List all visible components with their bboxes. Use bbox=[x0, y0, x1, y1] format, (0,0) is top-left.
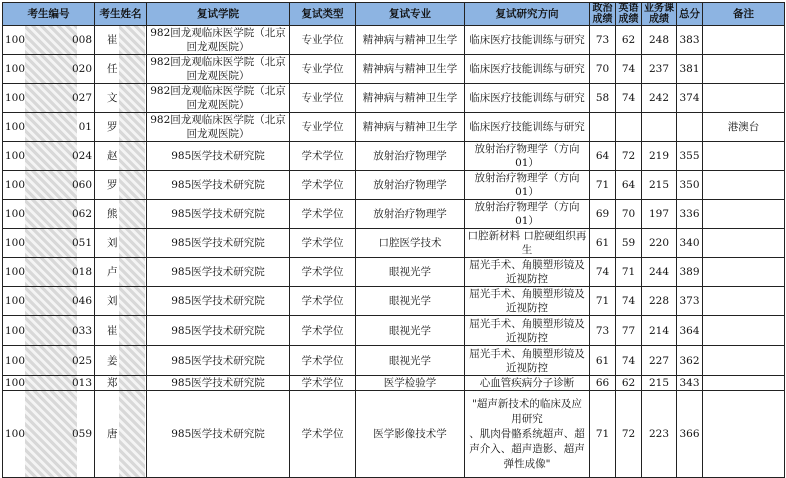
id-suffix: 033 bbox=[71, 324, 92, 337]
name-surname: 郑 bbox=[107, 377, 118, 389]
cell-course: 215 bbox=[642, 171, 677, 200]
id-prefix: 100 bbox=[5, 428, 26, 440]
cell-major: 眼视光学 bbox=[356, 346, 465, 376]
cell-english: 62 bbox=[616, 376, 642, 391]
cell-college: 985医学技术研究院 bbox=[147, 346, 290, 376]
cell-type: 学术学位 bbox=[290, 391, 356, 478]
cell-direction: 心血管疾病分子诊断 bbox=[465, 376, 590, 391]
cell-college: 982回龙观临床医学院（北京回龙观医院） bbox=[147, 84, 290, 113]
cell-english: 62 bbox=[616, 26, 642, 55]
id-suffix: 01 bbox=[78, 121, 92, 133]
id-suffix: 059 bbox=[71, 428, 92, 440]
redaction-mask bbox=[25, 391, 77, 477]
id-suffix: 013 bbox=[71, 377, 92, 389]
cell-direction: 口腔新材料 口腔硬组织再生 bbox=[465, 229, 590, 258]
id-suffix: 062 bbox=[71, 208, 92, 220]
cell-major: 放射治疗物理学 bbox=[356, 171, 465, 200]
cell-college: 985医学技术研究院 bbox=[147, 391, 290, 478]
cell-type: 专业学位 bbox=[290, 113, 356, 142]
name-surname: 熊 bbox=[107, 208, 118, 220]
cell-course: 227 bbox=[642, 346, 677, 376]
table-row bbox=[3, 200, 785, 229]
cell-total: 355 bbox=[677, 142, 703, 171]
cell-id bbox=[3, 346, 95, 376]
cell-type: 学术学位 bbox=[290, 200, 356, 229]
cell-course: 248 bbox=[642, 26, 677, 55]
cell-direction: 屈光手术、角膜塑形镜及近视防控 bbox=[465, 258, 590, 287]
cell-note bbox=[703, 55, 785, 84]
cell-major: 眼视光学 bbox=[356, 316, 465, 346]
cell-note bbox=[703, 171, 785, 200]
cell-college: 985医学技术研究院 bbox=[147, 142, 290, 171]
cell-major: 医学影像技术学 bbox=[356, 391, 465, 478]
cell-note: 港澳台 bbox=[703, 113, 785, 142]
redaction-mask bbox=[119, 84, 145, 112]
name-surname: 姜 bbox=[107, 354, 118, 367]
id-suffix: 027 bbox=[71, 92, 92, 104]
id-prefix: 100 bbox=[5, 208, 26, 220]
table-row bbox=[3, 26, 785, 55]
cell-id bbox=[3, 229, 95, 258]
cell-college: 985医学技术研究院 bbox=[147, 200, 290, 229]
cell-college: 985医学技术研究院 bbox=[147, 316, 290, 346]
cell-name bbox=[95, 258, 147, 287]
redaction-mask bbox=[119, 26, 145, 54]
cell-major: 口腔医学技术 bbox=[356, 229, 465, 258]
redaction-mask bbox=[119, 316, 145, 345]
cell-major: 放射治疗物理学 bbox=[356, 200, 465, 229]
cell-politics: 69 bbox=[590, 200, 616, 229]
id-suffix: 060 bbox=[71, 179, 92, 191]
cell-course: 215 bbox=[642, 376, 677, 391]
cell-politics: 58 bbox=[590, 84, 616, 113]
cell-name bbox=[95, 229, 147, 258]
cell-course: 219 bbox=[642, 142, 677, 171]
cell-note bbox=[703, 142, 785, 171]
redaction-mask bbox=[25, 84, 77, 112]
redaction-mask bbox=[119, 171, 145, 199]
cell-course bbox=[642, 113, 677, 142]
cell-course: 220 bbox=[642, 229, 677, 258]
table-row bbox=[3, 171, 785, 200]
id-prefix: 100 bbox=[5, 92, 26, 104]
cell-english: 72 bbox=[616, 391, 642, 478]
redaction-mask bbox=[25, 287, 77, 315]
table-row bbox=[3, 376, 785, 391]
name-surname: 唐 bbox=[107, 428, 118, 440]
cell-course: 223 bbox=[642, 391, 677, 478]
redaction-mask bbox=[25, 26, 77, 54]
cell-total: 340 bbox=[677, 229, 703, 258]
cell-politics: 71 bbox=[590, 171, 616, 200]
cell-id bbox=[3, 376, 95, 391]
cell-total: 343 bbox=[677, 376, 703, 391]
cell-direction: 屈光手术、角膜塑形镜及近视防控 bbox=[465, 346, 590, 376]
cell-note bbox=[703, 200, 785, 229]
id-suffix: 020 bbox=[71, 63, 92, 75]
cell-note bbox=[703, 26, 785, 55]
cell-id bbox=[3, 391, 95, 478]
redaction-mask bbox=[119, 229, 145, 257]
redaction-mask bbox=[25, 229, 77, 257]
cell-name bbox=[95, 55, 147, 84]
cell-politics: 74 bbox=[590, 258, 616, 287]
redaction-mask bbox=[25, 376, 77, 390]
cell-politics: 61 bbox=[590, 229, 616, 258]
table-body bbox=[3, 26, 785, 478]
cell-direction: 屈光手术、角膜塑形镜及近视防控 bbox=[465, 287, 590, 316]
header-major: 复试专业 bbox=[356, 3, 465, 26]
cell-id bbox=[3, 26, 95, 55]
cell-english: 59 bbox=[616, 229, 642, 258]
cell-type: 学术学位 bbox=[290, 376, 356, 391]
id-prefix: 100 bbox=[5, 150, 26, 162]
cell-note bbox=[703, 346, 785, 376]
table-row bbox=[3, 142, 785, 171]
header-direction: 复试研究方向 bbox=[465, 3, 590, 26]
cell-english: 70 bbox=[616, 200, 642, 229]
cell-major: 医学检验学 bbox=[356, 376, 465, 391]
cell-name bbox=[95, 316, 147, 346]
id-prefix: 100 bbox=[5, 34, 26, 46]
cell-course: 197 bbox=[642, 200, 677, 229]
cell-english bbox=[616, 113, 642, 142]
id-prefix: 100 bbox=[5, 324, 26, 337]
redaction-mask bbox=[119, 346, 145, 375]
admission-table bbox=[2, 2, 785, 478]
redaction-mask bbox=[25, 171, 77, 199]
cell-note bbox=[703, 316, 785, 346]
cell-english: 64 bbox=[616, 171, 642, 200]
cell-total: 383 bbox=[677, 26, 703, 55]
id-prefix: 100 bbox=[5, 377, 26, 389]
cell-name bbox=[95, 200, 147, 229]
cell-direction: 临床医疗技能训练与研究 bbox=[465, 26, 590, 55]
cell-college: 982回龙观临床医学院（北京回龙观医院） bbox=[147, 26, 290, 55]
cell-direction: 临床医疗技能训练与研究 bbox=[465, 113, 590, 142]
cell-college: 985医学技术研究院 bbox=[147, 376, 290, 391]
cell-name bbox=[95, 346, 147, 376]
header-course: 业务课成绩 bbox=[642, 3, 677, 26]
cell-major: 精神病与精神卫生学 bbox=[356, 26, 465, 55]
cell-college: 982回龙观临床医学院（北京回龙观医院） bbox=[147, 55, 290, 84]
cell-type: 专业学位 bbox=[290, 84, 356, 113]
cell-college: 985医学技术研究院 bbox=[147, 287, 290, 316]
cell-politics: 71 bbox=[590, 391, 616, 478]
cell-total: 373 bbox=[677, 287, 703, 316]
cell-course: 228 bbox=[642, 287, 677, 316]
id-suffix: 051 bbox=[71, 237, 92, 249]
cell-name bbox=[95, 391, 147, 478]
name-surname: 任 bbox=[107, 63, 118, 75]
cell-direction: 放射治疗物理学（方向01） bbox=[465, 200, 590, 229]
cell-direction: 屈光手术、角膜塑形镜及近视防控 bbox=[465, 316, 590, 346]
cell-note bbox=[703, 376, 785, 391]
cell-total bbox=[677, 113, 703, 142]
cell-politics: 73 bbox=[590, 26, 616, 55]
name-surname: 刘 bbox=[107, 237, 118, 249]
cell-english: 71 bbox=[616, 258, 642, 287]
cell-politics bbox=[590, 113, 616, 142]
cell-id bbox=[3, 142, 95, 171]
cell-course: 214 bbox=[642, 316, 677, 346]
cell-type: 专业学位 bbox=[290, 55, 356, 84]
table-row bbox=[3, 287, 785, 316]
table-row bbox=[3, 55, 785, 84]
id-prefix: 100 bbox=[5, 63, 26, 75]
header-politics: 政治成绩 bbox=[590, 3, 616, 26]
cell-total: 366 bbox=[677, 391, 703, 478]
redaction-mask bbox=[25, 316, 77, 345]
cell-name bbox=[95, 171, 147, 200]
cell-major: 眼视光学 bbox=[356, 287, 465, 316]
id-prefix: 100 bbox=[5, 295, 26, 307]
cell-id bbox=[3, 316, 95, 346]
cell-english: 74 bbox=[616, 84, 642, 113]
name-surname: 罗 bbox=[107, 179, 118, 191]
header-type: 复试类型 bbox=[290, 3, 356, 26]
cell-id bbox=[3, 171, 95, 200]
cell-total: 389 bbox=[677, 258, 703, 287]
redaction-mask bbox=[25, 346, 77, 375]
redaction-mask bbox=[25, 55, 77, 83]
cell-english: 74 bbox=[616, 287, 642, 316]
cell-direction: "超声新技术的临床及应用研究 、肌肉骨骼系统超声、超声介入、超声造影、超声弹性成像" bbox=[465, 391, 590, 478]
redaction-mask bbox=[119, 142, 145, 170]
cell-politics: 64 bbox=[590, 142, 616, 171]
name-surname: 赵 bbox=[107, 150, 118, 162]
table-row bbox=[3, 229, 785, 258]
cell-english: 74 bbox=[616, 346, 642, 376]
name-surname: 卢 bbox=[107, 266, 118, 278]
header-name: 考生姓名 bbox=[95, 3, 147, 26]
cell-note bbox=[703, 258, 785, 287]
cell-total: 364 bbox=[677, 316, 703, 346]
cell-total: 350 bbox=[677, 171, 703, 200]
header-note: 备注 bbox=[703, 3, 785, 26]
cell-name bbox=[95, 26, 147, 55]
cell-course: 237 bbox=[642, 55, 677, 84]
redaction-mask bbox=[119, 113, 145, 141]
header-english: 英语成绩 bbox=[616, 3, 642, 26]
id-suffix: 024 bbox=[71, 150, 92, 162]
redaction-mask bbox=[119, 258, 145, 286]
cell-politics: 73 bbox=[590, 316, 616, 346]
table-row bbox=[3, 346, 785, 376]
id-prefix: 100 bbox=[5, 179, 26, 191]
id-suffix: 046 bbox=[71, 295, 92, 307]
cell-direction: 放射治疗物理学（方向01） bbox=[465, 142, 590, 171]
name-surname: 崔 bbox=[107, 324, 118, 337]
header-id: 考生编号 bbox=[3, 3, 95, 26]
cell-politics: 66 bbox=[590, 376, 616, 391]
cell-politics: 71 bbox=[590, 287, 616, 316]
redaction-mask bbox=[119, 200, 145, 228]
cell-id bbox=[3, 258, 95, 287]
cell-politics: 70 bbox=[590, 55, 616, 84]
redaction-mask bbox=[25, 258, 77, 286]
cell-total: 374 bbox=[677, 84, 703, 113]
header-row bbox=[3, 3, 785, 26]
cell-name bbox=[95, 142, 147, 171]
cell-major: 精神病与精神卫生学 bbox=[356, 84, 465, 113]
cell-direction: 临床医疗技能训练与研究 bbox=[465, 84, 590, 113]
cell-major: 精神病与精神卫生学 bbox=[356, 55, 465, 84]
redaction-mask bbox=[25, 142, 77, 170]
cell-direction: 临床医疗技能训练与研究 bbox=[465, 55, 590, 84]
id-suffix: 018 bbox=[71, 266, 92, 278]
cell-direction: 放射治疗物理学（方向01） bbox=[465, 171, 590, 200]
cell-note bbox=[703, 391, 785, 478]
table-row bbox=[3, 391, 785, 478]
cell-college: 982回龙观临床医学院（北京回龙观医院） bbox=[147, 113, 290, 142]
cell-college: 985医学技术研究院 bbox=[147, 258, 290, 287]
cell-course: 244 bbox=[642, 258, 677, 287]
cell-english: 77 bbox=[616, 316, 642, 346]
cell-name bbox=[95, 376, 147, 391]
cell-name bbox=[95, 287, 147, 316]
header-total: 总分 bbox=[677, 3, 703, 26]
cell-type: 学术学位 bbox=[290, 171, 356, 200]
cell-note bbox=[703, 229, 785, 258]
redaction-mask bbox=[119, 287, 145, 315]
redaction-mask bbox=[119, 376, 145, 390]
name-surname: 崔 bbox=[107, 34, 118, 46]
cell-id bbox=[3, 200, 95, 229]
id-prefix: 100 bbox=[5, 121, 26, 133]
cell-type: 专业学位 bbox=[290, 26, 356, 55]
cell-id bbox=[3, 113, 95, 142]
cell-type: 学术学位 bbox=[290, 142, 356, 171]
table-row bbox=[3, 316, 785, 346]
cell-type: 学术学位 bbox=[290, 258, 356, 287]
cell-type: 学术学位 bbox=[290, 229, 356, 258]
id-prefix: 100 bbox=[5, 354, 26, 367]
cell-major: 放射治疗物理学 bbox=[356, 142, 465, 171]
cell-politics: 61 bbox=[590, 346, 616, 376]
cell-english: 74 bbox=[616, 55, 642, 84]
id-prefix: 100 bbox=[5, 237, 26, 249]
id-prefix: 100 bbox=[5, 266, 26, 278]
cell-type: 学术学位 bbox=[290, 316, 356, 346]
cell-college: 985医学技术研究院 bbox=[147, 229, 290, 258]
cell-total: 362 bbox=[677, 346, 703, 376]
cell-id bbox=[3, 55, 95, 84]
cell-total: 381 bbox=[677, 55, 703, 84]
table-row bbox=[3, 258, 785, 287]
cell-id bbox=[3, 287, 95, 316]
name-surname: 文 bbox=[107, 92, 118, 104]
cell-course: 242 bbox=[642, 84, 677, 113]
cell-id bbox=[3, 84, 95, 113]
cell-total: 336 bbox=[677, 200, 703, 229]
cell-english: 72 bbox=[616, 142, 642, 171]
cell-name bbox=[95, 113, 147, 142]
redaction-mask bbox=[25, 113, 77, 141]
redaction-mask bbox=[119, 391, 145, 477]
table-row bbox=[3, 113, 785, 142]
cell-type: 学术学位 bbox=[290, 287, 356, 316]
cell-note bbox=[703, 287, 785, 316]
id-suffix: 008 bbox=[71, 34, 92, 46]
name-surname: 刘 bbox=[107, 295, 118, 307]
cell-major: 精神病与精神卫生学 bbox=[356, 113, 465, 142]
cell-major: 眼视光学 bbox=[356, 258, 465, 287]
redaction-mask bbox=[25, 200, 77, 228]
id-suffix: 025 bbox=[71, 354, 92, 367]
table-row bbox=[3, 84, 785, 113]
cell-name bbox=[95, 84, 147, 113]
redaction-mask bbox=[119, 55, 145, 83]
cell-college: 985医学技术研究院 bbox=[147, 171, 290, 200]
header-college: 复试学院 bbox=[147, 3, 290, 26]
cell-note bbox=[703, 84, 785, 113]
cell-type: 学术学位 bbox=[290, 346, 356, 376]
name-surname: 罗 bbox=[107, 121, 118, 133]
